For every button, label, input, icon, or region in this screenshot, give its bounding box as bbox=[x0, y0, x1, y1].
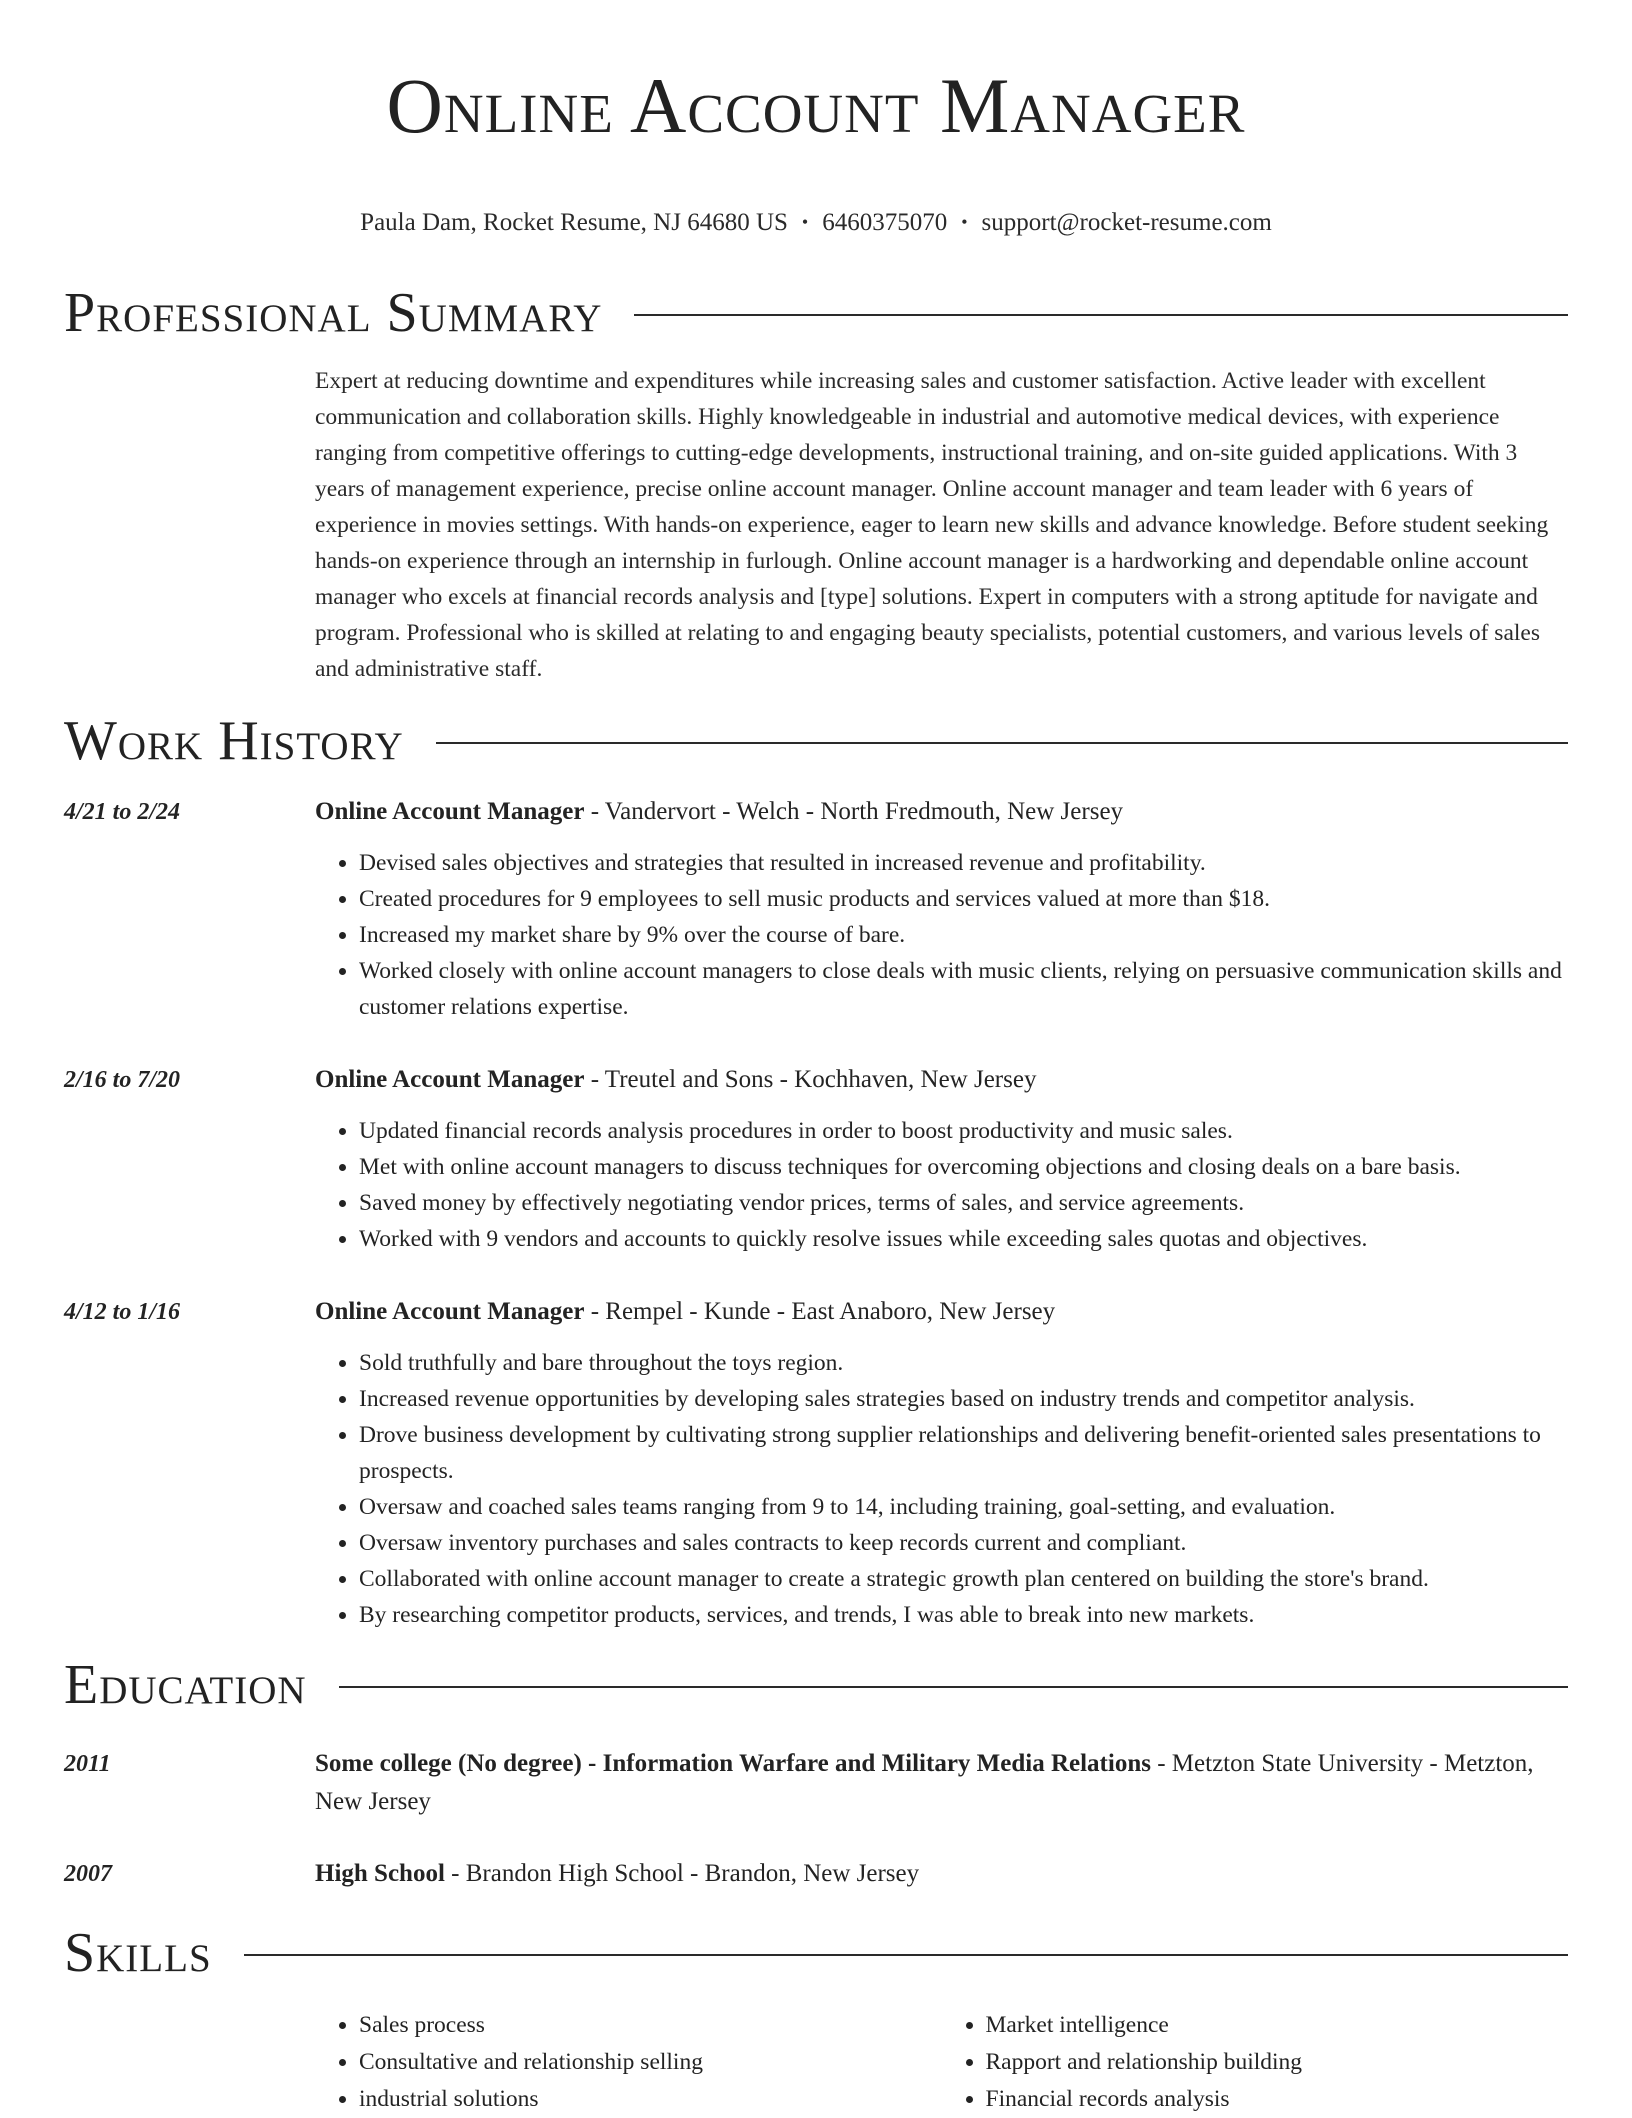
job-bullet: • Oversaw and coached sales teams ranging from 9 to 14, including training, goal-setting, and evaluation. bbox=[359, 1489, 1568, 1525]
job-bullet: • Worked with 9 vendors and accounts to quickly resolve issues while exceeding sales quotas and objectives. bbox=[359, 1221, 1568, 1257]
job-bullet: • Saved money by effectively negotiating vendor prices, terms of sales, and service agreements. bbox=[359, 1185, 1568, 1221]
job-bullets bbox=[315, 1345, 1568, 1633]
job-details: - Rempel - Kunde - East Anaboro, New Jersey bbox=[584, 1298, 1056, 1326]
work-entry bbox=[64, 1293, 1568, 1633]
section-divider bbox=[244, 1954, 1568, 1956]
section-header-work bbox=[64, 703, 1568, 779]
education-entry bbox=[64, 1855, 1568, 1893]
work-headline bbox=[315, 1293, 1568, 1331]
education-entry bbox=[64, 1745, 1568, 1821]
education-degree: High School bbox=[315, 1860, 445, 1888]
education-details: - Brandon High School - Brandon, New Jersey bbox=[444, 1860, 920, 1888]
job-bullets bbox=[315, 1113, 1568, 1257]
work-dates: 4/21 to 2/24 bbox=[64, 799, 181, 826]
section-divider bbox=[339, 1686, 1568, 1688]
job-bullet: • Increased revenue opportunities by developing sales strategies based on industry trends and competitor analysis. bbox=[359, 1381, 1568, 1417]
skill-item: • Market intelligence bbox=[986, 2007, 1569, 2044]
job-bullet: • Sold truthfully and bare throughout the toys region. bbox=[359, 1345, 1568, 1381]
work-entry-body bbox=[315, 793, 1568, 1025]
job-bullet: • Oversaw inventory purchases and sales contracts to keep records current and compliant. bbox=[359, 1525, 1568, 1561]
education-body bbox=[315, 1745, 1568, 1821]
skill-item: • Financial records analysis bbox=[986, 2081, 1569, 2118]
work-headline bbox=[315, 1061, 1568, 1099]
section-title-skills: Skills bbox=[64, 1922, 212, 1985]
section-divider bbox=[436, 742, 1568, 744]
job-bullet: • Drove business development by cultivating strong supplier relationships and delivering benefit-oriented sales presentations to prospects. bbox=[359, 1417, 1568, 1489]
education-year: 2007 bbox=[64, 1861, 112, 1888]
contact-line bbox=[64, 206, 1568, 241]
section-title-work: Work History bbox=[64, 710, 404, 773]
contact-separator: • bbox=[961, 212, 968, 233]
job-bullet: • By researching competitor products, services, and trends, I was able to break into new markets. bbox=[359, 1597, 1568, 1633]
work-entry-body bbox=[315, 1061, 1568, 1257]
work-history-list bbox=[64, 793, 1568, 1633]
job-bullet: • Met with online account managers to discuss techniques for overcoming objections and closing deals on a bare basis. bbox=[359, 1149, 1568, 1185]
job-bullet: • Increased my market share by 9% over the course of bare. bbox=[359, 917, 1568, 953]
education-year: 2011 bbox=[64, 1751, 111, 1778]
skill-item: • Consultative and relationship selling bbox=[359, 2044, 942, 2081]
job-bullet: • Collaborated with online account manager to create a strategic growth plan centered on building the store's brand. bbox=[359, 1561, 1568, 1597]
section-title-education: Education bbox=[64, 1654, 307, 1717]
resume-title: Online Account Manager bbox=[386, 62, 1246, 149]
contact-email: support@rocket-resume.com bbox=[981, 209, 1272, 237]
resume-page bbox=[64, 0, 1568, 2118]
section-header-education bbox=[64, 1647, 1568, 1723]
skill-item: • industrial solutions bbox=[359, 2081, 942, 2118]
contact-phone: 6460375070 bbox=[822, 209, 948, 237]
job-bullets bbox=[315, 845, 1568, 1025]
work-dates: 4/12 to 1/16 bbox=[64, 1299, 181, 1326]
job-details: - Vandervort - Welch - North Fredmouth, New Jersey bbox=[584, 798, 1124, 826]
work-entry bbox=[64, 1061, 1568, 1257]
education-list bbox=[64, 1745, 1568, 1893]
skills-columns bbox=[315, 2007, 1568, 2118]
job-title: Online Account Manager bbox=[315, 1066, 585, 1094]
contact-address: Paula Dam, Rocket Resume, NJ 64680 US bbox=[360, 209, 788, 237]
skill-item: • Rapport and relationship building bbox=[986, 2044, 1569, 2081]
summary-text: Expert at reducing downtime and expenditures while increasing sales and customer satisfaction. Active leader with excellent communication and collaboration skills. Highly knowledgeable in industrial and automotive medical devices, with experience ranging from competitive offerings to cutting-edge developments, instructional training, and on-site guided applications. With 3 years of management experience, precise online account manager. Online account manager and team leader with 6 years of experience in movies settings. With hands-on experience, eager to learn new skills and advance knowledge. Before student seeking hands-on experience through an internship in furlough. Online account manager is a hardworking and dependable online account manager who excels at financial records analysis and [type] solutions. Expert in computers with a strong aptitude for navigate and program. Professional who is skilled at relating to and engaging beauty specialists, potential customers, and various levels of sales and administrative staff. bbox=[315, 368, 1549, 683]
job-title: Online Account Manager bbox=[315, 1298, 585, 1326]
skills-list-right bbox=[942, 2007, 1569, 2118]
work-entry bbox=[64, 793, 1568, 1025]
job-bullet: • Devised sales objectives and strategies that resulted in increased revenue and profitability. bbox=[359, 845, 1568, 881]
work-headline bbox=[315, 793, 1568, 831]
education-body bbox=[315, 1855, 1568, 1893]
skill-item: • Sales process bbox=[359, 2007, 942, 2044]
education-details: - Metzton State University - Metzton, New Jersey bbox=[315, 1750, 1534, 1816]
section-divider bbox=[634, 314, 1568, 316]
work-dates: 2/16 to 7/20 bbox=[64, 1067, 181, 1094]
skills-list-left bbox=[315, 2007, 942, 2118]
job-bullet: • Updated financial records analysis procedures in order to boost productivity and music sales. bbox=[359, 1113, 1568, 1149]
contact-separator: • bbox=[801, 212, 809, 233]
education-degree: Some college (No degree) - Information Warfare and Military Media Relations bbox=[315, 1750, 1151, 1778]
job-bullet: • Created procedures for 9 employees to sell music products and services valued at more than $18. bbox=[359, 881, 1568, 917]
job-bullet: • Worked closely with online account managers to close deals with music clients, relying on persuasive communication skills and customer relations expertise. bbox=[359, 953, 1568, 1025]
work-entry-body bbox=[315, 1293, 1568, 1633]
section-header-summary bbox=[64, 275, 1568, 351]
section-title-summary: Professional Summary bbox=[64, 282, 603, 345]
section-header-skills bbox=[64, 1915, 1568, 1991]
job-details: - Treutel and Sons - Kochhaven, New Jersey bbox=[584, 1066, 1037, 1094]
job-title: Online Account Manager bbox=[315, 798, 585, 826]
